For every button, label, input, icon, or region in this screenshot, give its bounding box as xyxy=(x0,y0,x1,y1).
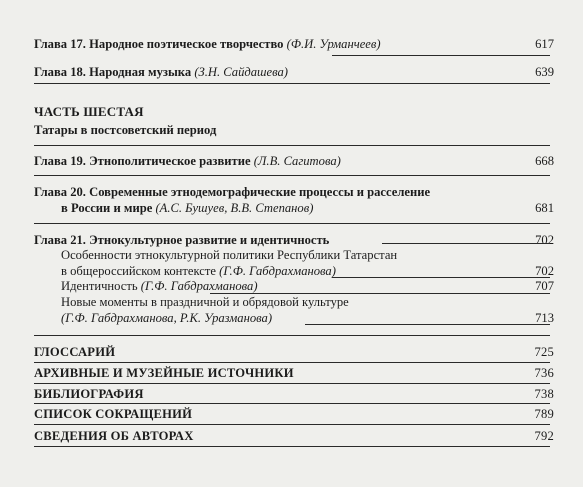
divider-rule xyxy=(34,383,550,384)
divider-rule xyxy=(34,335,550,336)
toc-subentry[interactable] xyxy=(61,247,554,279)
backmatter-title: ГЛОССАРИЙ xyxy=(34,345,116,359)
subentry-author: (Г.Ф. Габдрахманова, Р.К. Уразманова) xyxy=(61,311,273,325)
toc-entry-glossary[interactable] xyxy=(34,344,554,360)
page-number: 792 xyxy=(534,429,554,443)
toc-entry-ch21[interactable] xyxy=(34,232,554,248)
page-number: 707 xyxy=(535,279,554,293)
underline-rule xyxy=(332,55,550,56)
toc-entry-abbreviations[interactable] xyxy=(34,406,554,422)
subentry-author: (Г.Ф. Габдрахманова) xyxy=(219,264,336,278)
underline-rule xyxy=(382,243,550,244)
chapter-title: Этнокультурное развитие и идентичность xyxy=(85,233,330,247)
subentry-title-line1: Новые моменты в праздничной и обрядовой культуре xyxy=(61,295,349,309)
chapter-label: Глава 18. xyxy=(34,65,86,79)
page-number: 668 xyxy=(535,154,554,168)
divider-rule xyxy=(34,424,550,425)
page-number: 702 xyxy=(535,233,554,247)
page-number: 681 xyxy=(535,201,554,215)
divider-rule xyxy=(34,175,550,176)
part-subtitle: Татары в постсоветский период xyxy=(34,123,217,137)
page-number: 738 xyxy=(534,387,554,401)
divider-rule xyxy=(34,83,550,84)
toc-subentry[interactable] xyxy=(61,278,554,294)
chapter-author: (Л.В. Сагитова) xyxy=(253,154,341,168)
toc-entry-ch18[interactable] xyxy=(34,64,554,80)
backmatter-title: СПИСОК СОКРАЩЕНИЙ xyxy=(34,407,193,421)
page-number: 725 xyxy=(534,345,554,359)
chapter-label: Глава 21. xyxy=(34,233,86,247)
backmatter-title: АРХИВНЫЕ И МУЗЕЙНЫЕ ИСТОЧНИКИ xyxy=(34,366,294,380)
divider-rule xyxy=(34,446,550,447)
subentry-author: (Г.Ф. Габдрахманова) xyxy=(140,279,258,293)
divider-rule xyxy=(34,403,550,404)
divider-rule xyxy=(34,145,550,146)
subentry-title-line2: в общероссийском контексте xyxy=(61,264,220,278)
part-heading: ЧАСТЬ ШЕСТАЯ xyxy=(34,104,144,119)
chapter-label: Глава 17. xyxy=(34,37,86,51)
chapter-label: Глава 19. xyxy=(34,154,86,168)
divider-rule xyxy=(34,362,550,363)
toc-entry-ch20[interactable] xyxy=(34,184,554,216)
toc-entry-authors[interactable] xyxy=(34,428,554,444)
chapter-author: (З.Н. Сайдашева) xyxy=(194,65,288,79)
page-number: 617 xyxy=(535,37,554,51)
page-number: 702 xyxy=(535,264,554,278)
chapter-title: Этнополитическое развитие xyxy=(85,154,254,168)
toc-entry-archives[interactable] xyxy=(34,365,554,381)
chapter-title-line2: в России и мире xyxy=(61,201,156,215)
subentry-title-line1: Особенности этнокультурной политики Республики Татарстан xyxy=(61,248,398,262)
underline-rule xyxy=(305,324,550,325)
toc-subentry[interactable] xyxy=(61,294,554,326)
toc-entry-ch17[interactable] xyxy=(34,36,554,52)
chapter-label: Глава 20. xyxy=(34,185,86,199)
page-number: 789 xyxy=(534,407,554,421)
toc-entry-ch19[interactable] xyxy=(34,153,554,169)
chapter-author: (Ф.И. Урманчеев) xyxy=(286,37,381,51)
page-number: 713 xyxy=(535,311,554,325)
backmatter-title: СВЕДЕНИЯ ОБ АВТОРАХ xyxy=(34,429,194,443)
page-number: 639 xyxy=(535,65,554,79)
chapter-title-line1: Современные этнодемографические процессы и расселение xyxy=(85,185,431,199)
backmatter-title: БИБЛИОГРАФИЯ xyxy=(34,387,144,401)
chapter-title: Народное поэтическое творчество xyxy=(85,37,287,51)
chapter-author: (А.С. Бушуев, В.В. Степанов) xyxy=(155,201,314,215)
divider-rule xyxy=(34,223,550,224)
page-number: 736 xyxy=(534,366,554,380)
subentry-title: Идентичность xyxy=(61,279,141,293)
toc-entry-bibliography[interactable] xyxy=(34,386,554,402)
chapter-title: Народная музыка xyxy=(85,65,195,79)
